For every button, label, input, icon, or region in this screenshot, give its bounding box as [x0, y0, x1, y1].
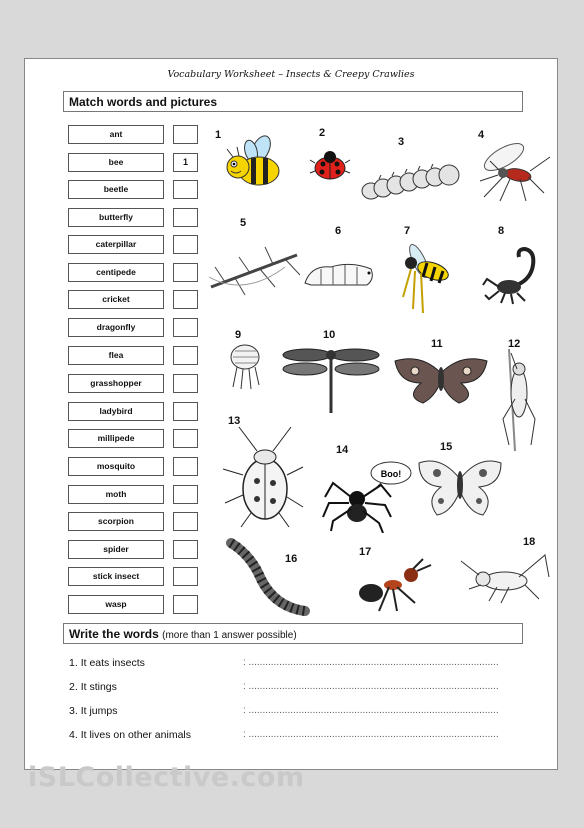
word-box-moth: moth [68, 485, 164, 504]
ladybird-icon [309, 149, 351, 183]
picture-number-11: 11 [431, 338, 443, 350]
picture-number-12: 12 [508, 338, 521, 350]
picture-number-3: 3 [398, 136, 405, 148]
ant-icon [355, 557, 435, 613]
picture-number-2: 2 [319, 127, 326, 139]
picture-number-7: 7 [404, 225, 411, 237]
question-number: 1. [69, 657, 78, 669]
question-number: 3. [69, 705, 78, 717]
answer-box-wasp[interactable] [173, 595, 198, 614]
answer-box-beetle[interactable] [173, 180, 198, 199]
question-3 [69, 705, 117, 717]
word-box-beetle: beetle [68, 180, 164, 199]
moth-icon [391, 353, 491, 407]
question-2 [69, 681, 117, 693]
flea-icon [223, 339, 263, 393]
answer-box-moth[interactable] [173, 485, 198, 504]
answer-box-ladybird[interactable] [173, 402, 198, 421]
section-match-heading [63, 91, 523, 112]
butterfly-icon [415, 457, 505, 521]
section-write-heading [63, 623, 523, 644]
answer-box-scorpion[interactable] [173, 512, 198, 531]
answer-box-cricket[interactable] [173, 290, 198, 309]
answer-box-caterpillar[interactable] [173, 235, 198, 254]
scorpion-icon [481, 239, 545, 307]
word-box-spider: spider [68, 540, 164, 559]
word-box-centipede: centipede [68, 263, 164, 282]
word-box-dragonfly: dragonfly [68, 318, 164, 337]
match-heading-text: Match words and pictures [69, 95, 218, 109]
word-box-scorpion: scorpion [68, 512, 164, 531]
answer-box-mosquito[interactable] [173, 457, 198, 476]
question-text: It stings [80, 681, 117, 693]
word-box-bee: bee [68, 153, 164, 172]
write-subheading-text: (more than 1 answer possible) [162, 630, 297, 641]
picture-number-14: 14 [336, 444, 349, 456]
question-text: It eats insects [80, 657, 145, 669]
worksheet-title: Vocabulary Worksheet – Insects & Creepy Crawlies [167, 69, 415, 80]
answer-box-butterfly[interactable] [173, 208, 198, 227]
question-number: 2. [69, 681, 78, 693]
answer-box-spider[interactable] [173, 540, 198, 559]
word-box-stick-insect: stick insect [68, 567, 164, 586]
wasp-icon [393, 237, 459, 319]
answer-box-ant[interactable] [173, 125, 198, 144]
answer-box-dragonfly[interactable] [173, 318, 198, 337]
dragonfly-icon [281, 343, 381, 413]
question-text: It jumps [80, 705, 118, 717]
picture-number-15: 15 [440, 441, 453, 453]
write-heading-text: Write the words [69, 627, 159, 641]
question-text: It lives on other animals [80, 729, 191, 741]
mosquito-icon [470, 131, 554, 203]
millipede-icon [221, 535, 311, 619]
picture-number-4: 4 [478, 129, 485, 141]
cricket-icon [459, 547, 553, 607]
spider-icon [321, 457, 417, 533]
word-box-butterfly: butterfly [68, 208, 164, 227]
question-4 [69, 729, 191, 741]
answer-box-millipede[interactable] [173, 429, 198, 448]
picture-number-16: 16 [285, 553, 298, 565]
caterpillar-icon [359, 159, 467, 201]
picture-number-13: 13 [228, 415, 241, 427]
picture-number-18: 18 [523, 536, 536, 548]
picture-number-10: 10 [323, 329, 336, 341]
picture-number-6: 6 [335, 225, 342, 237]
answer-box-centipede[interactable] [173, 263, 198, 282]
caterpillar-icon [301, 255, 377, 291]
word-box-caterpillar: caterpillar [68, 235, 164, 254]
answer-box-flea[interactable] [173, 346, 198, 365]
bee-icon [221, 131, 285, 193]
picture-number-17: 17 [359, 546, 372, 558]
picture-number-5: 5 [240, 217, 247, 229]
answer-line-3[interactable]: : .......................................................................................... [243, 705, 499, 716]
picture-number-1: 1 [215, 129, 222, 141]
answer-box-grasshopper[interactable] [173, 374, 198, 393]
picture-number-9: 9 [235, 329, 242, 341]
speech-bubble-text: Boo! [380, 469, 402, 479]
watermark: iSLCollective.com [28, 762, 305, 793]
word-box-millipede: millipede [68, 429, 164, 448]
word-box-flea: flea [68, 346, 164, 365]
answer-line-1[interactable]: : .......................................................................................... [243, 657, 499, 668]
answer-box-stick-insect[interactable] [173, 567, 198, 586]
worksheet-page [24, 58, 558, 770]
answer-box-bee[interactable]: 1 [173, 153, 198, 172]
word-box-ladybird: ladybird [68, 402, 164, 421]
word-box-ant: ant [68, 125, 164, 144]
grasshopper-icon [495, 349, 541, 451]
word-box-grasshopper: grasshopper [68, 374, 164, 393]
beetle-icon [221, 423, 305, 529]
answer-line-4[interactable]: : .......................................................................................... [243, 729, 499, 740]
question-1 [69, 657, 145, 669]
question-number: 4. [69, 729, 78, 741]
word-box-wasp: wasp [68, 595, 164, 614]
word-box-mosquito: mosquito [68, 457, 164, 476]
word-box-cricket: cricket [68, 290, 164, 309]
picture-number-8: 8 [498, 225, 505, 237]
stick-insect-icon [205, 237, 305, 299]
answer-line-2[interactable]: : .......................................................................................... [243, 681, 499, 692]
